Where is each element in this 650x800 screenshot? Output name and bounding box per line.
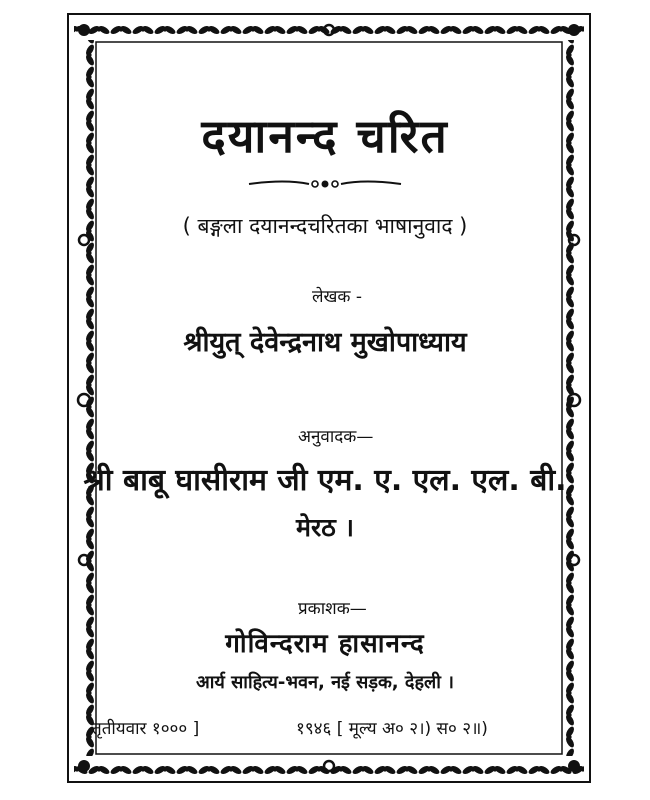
book-subtitle: ( बङ्गला दयानन्दचरितका भाषानुवाद ) — [182, 214, 468, 238]
author-name: श्रीयुत् देवेन्द्रनाथ मुखोपाध्याय — [183, 327, 467, 358]
publisher-address: आर्य साहित्य-भवन, नई सड़क, देहली । — [196, 672, 454, 693]
translator-name: श्री बाबू घासीराम जी एम. ए. एल. एल. बी. — [83, 463, 567, 498]
ornamental-divider — [245, 176, 405, 192]
year-price-info: १९४६ [ मूल्य अ० २।) स० २॥) — [296, 719, 488, 739]
edition-info: तृतीयवार १००० ] — [92, 719, 200, 739]
translator-role-label: अनुवादक— — [298, 427, 374, 447]
author-role-label: लेखक - — [312, 287, 363, 307]
publisher-name: गोविन्दराम हासानन्द — [225, 629, 425, 659]
translator-place: मेरठ । — [296, 513, 354, 542]
publisher-role-label: प्रकाशक— — [298, 599, 367, 619]
book-title: दयानन्द चरित — [201, 109, 449, 163]
